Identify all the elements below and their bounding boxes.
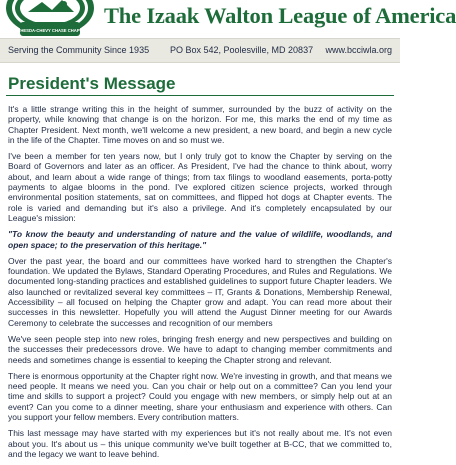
info-website-link[interactable]: www.bcciwla.org <box>325 45 392 55</box>
masthead <box>0 0 456 38</box>
info-address: PO Box 542, Poolesville, MD 20837 <box>170 45 314 55</box>
chapter-logo <box>2 0 98 38</box>
org-name: The Izaak Walton League of America <box>104 3 456 28</box>
paragraph-1: It's a little strange writing this in the height of summer, surrounded by the buzz of activity on the property, while knowing that change is on the horizon. For me, this marks the end of my time as Chapter President. Next month, we'll welcome a new president, a new board, and begin a new cycle in the life of the Chapter. Time moves on and so must we. <box>8 104 392 145</box>
paragraph-4: We've seen people step into new roles, bringing fresh energy and new perspectives and building on the successes their predecessors drove. We have to adapt to changing member commitments and needs and sometimes change is essential to keeping the Chapter strong and relevant. <box>8 333 392 365</box>
info-bar <box>0 38 400 63</box>
info-tagline: Serving the Community Since 1935 <box>8 45 150 55</box>
paragraph-3: Over the past year, the board and our committees have worked hard to strengthen the Chapter's foundation. We updated the Bylaws, Standard Operating Procedures, and Rules and Regulations. We documented long-standing practices and established guidelines to support future Chapter leaders. We also launched or revitalized several key committees – IT, Grants & Donations, Membership Renewal, Accessibility – all focused on helping the Chapter grow and adapt. You can read more about their successes in this newsletter. Hopefully you will attend the August Dinner meeting for our Awards Ceremony to celebrate the successes and recognition of our members <box>8 255 392 328</box>
article-header <box>6 74 394 96</box>
paragraph-5: There is enormous opportunity at the Chapter right now. We're investing in growth, and that means we need people. It means we need you. Can you chair or help out on a committee? Can you lend your time and skills to support a project? Could you engage with new members, or simply help out at an event? Can you come to a dinner meeting, share your enthusiasm and experience with others. Can you support your fellow members. Every contribution matters. <box>8 370 392 423</box>
paragraph-2: I've been a member for ten years now, but I only truly got to know the Chapter by serving on the Board of Governors and later as an officer. As President, I've had the chance to think about, worry about, and learn about a wide range of things; from tax filings to woodland easements, porta-potty payments to algae blooms in the pond. I've explored citizen science projects, worked through environmental position statements, sat on committees, and flipped hot dogs at Chapter events. The role is varied and demanding but it's also a privilege. And it's completely encapsulated by our League's mission: <box>8 151 392 223</box>
logo-text: BETHESDA-CHEVY CHASE CHAPTER <box>11 28 89 33</box>
article-heading: President's Message <box>8 74 176 93</box>
paragraph-6: This last message may have started with my experiences but it's not really about me. It's not even about you. It's about us – this unique community we've built together at B-CC, that we committed to, and the legacy we want to leave behind. <box>8 428 392 459</box>
mission-quote: "To know the beauty and understanding of nature and the value of wildlife, woodlands, and open space; to the preservation of this heritage." <box>8 229 392 250</box>
heading-divider <box>6 95 394 96</box>
article-body <box>8 104 392 465</box>
